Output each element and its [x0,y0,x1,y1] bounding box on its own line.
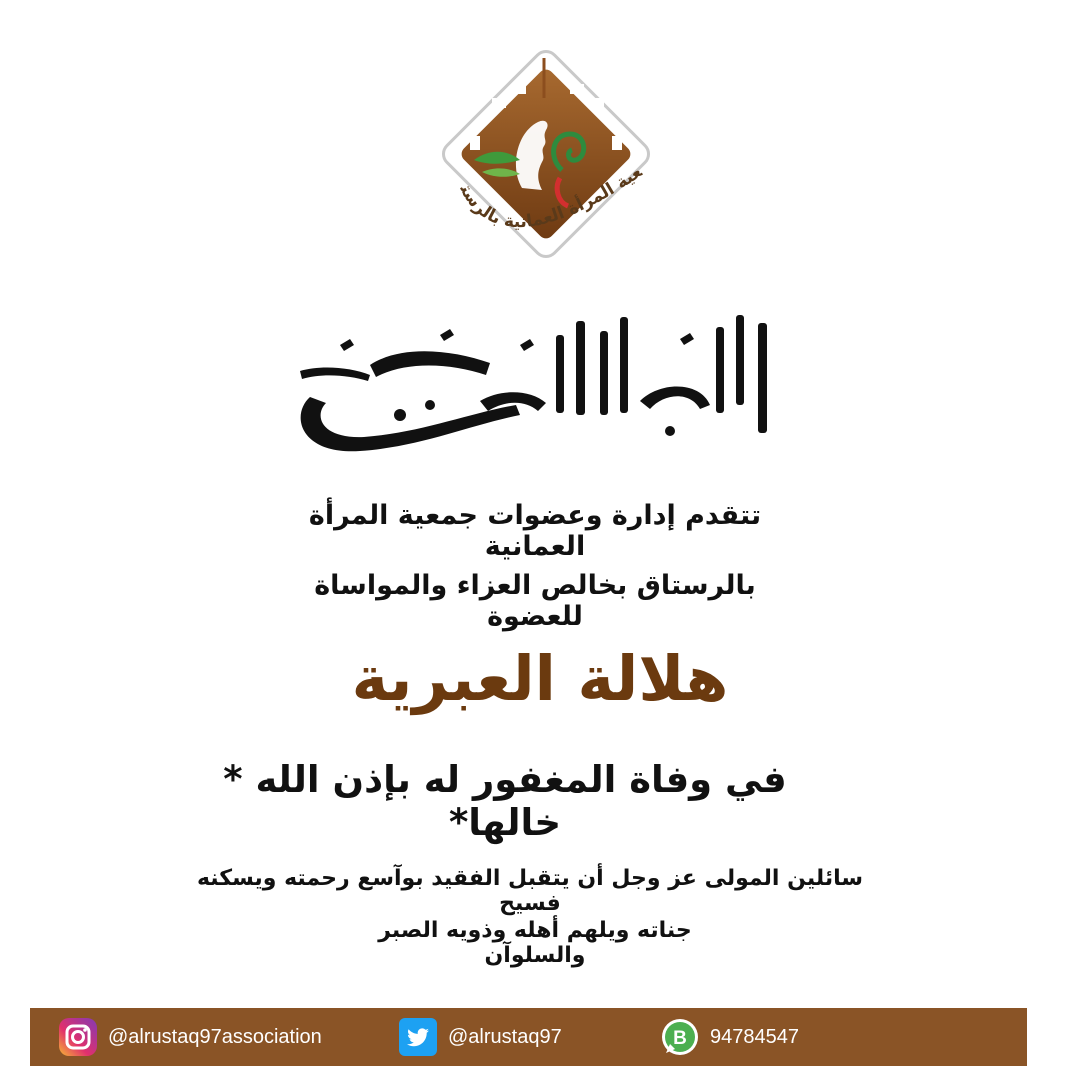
logo-org-name: عية المرأة العمانية بالرست [455,162,646,233]
whatsapp-business-icon [660,1017,700,1057]
prayer-line-1: سائلين المولى عز وجل أن يتقبل الفقيد بوآسع رحمته ويسكنه فسيح [196,866,864,916]
member-name: هلالة العبرية [351,642,729,715]
instagram-contact[interactable] [58,1017,322,1057]
twitter-contact[interactable] [398,1017,562,1057]
whatsapp-contact[interactable] [660,1017,799,1057]
calligraphy-verse [280,305,790,465]
condolence-line-1: تتقدم إدارة وعضوات جمعية المرأة العمانية [308,500,762,562]
whatsapp-number: 94784547 [710,1025,799,1048]
calligraphy-icon [280,305,790,465]
instagram-handle: @alrustaq97association [108,1025,322,1048]
logo-emblem-icon [430,38,662,270]
twitter-icon [398,1017,438,1057]
contact-footer [30,1008,1027,1066]
twitter-handle: @alrustaq97 [448,1025,562,1048]
svg-text:B: B [673,1028,687,1049]
prayer-line-2: جناته ويلهم أهله وذويه الصبر والسلوآن [378,918,692,968]
instagram-icon [58,1017,98,1057]
association-logo [430,38,662,270]
condolence-line-3: في وفاة المغفور له بإذن الله * خالها* [223,758,787,844]
condolence-line-2: بالرستاق بخالص العزاء والمواساة للعضوة [314,570,756,632]
